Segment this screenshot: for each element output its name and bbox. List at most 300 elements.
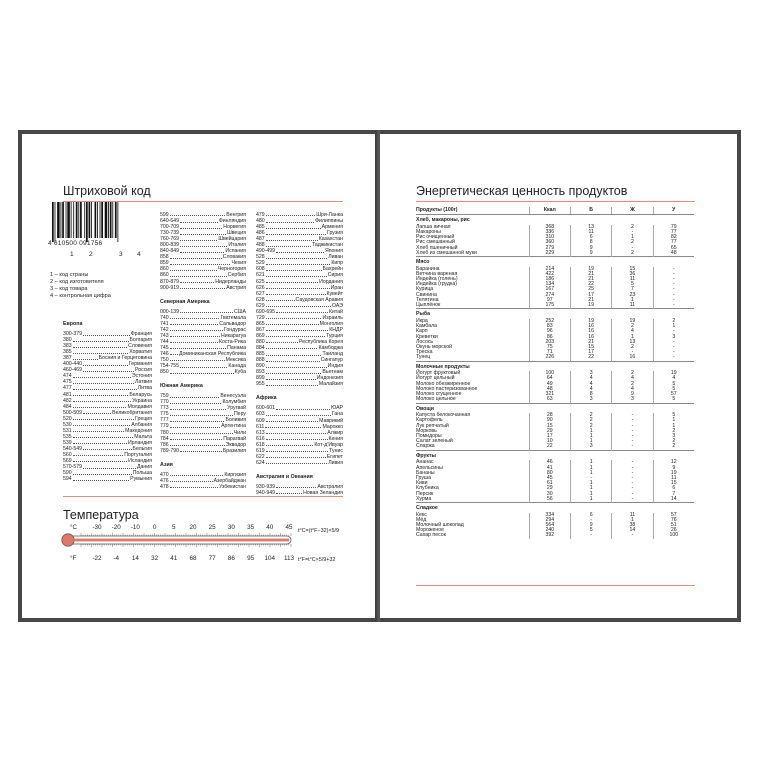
country-name: Парагвай	[223, 435, 246, 442]
kcal-value: 48	[529, 387, 570, 392]
country-code: 619	[256, 447, 265, 454]
kcal-value: 134	[529, 282, 570, 287]
country-code: 750	[160, 357, 169, 364]
protein-value: 1	[571, 434, 612, 439]
dot-leader	[266, 363, 327, 367]
country-code-row	[63, 476, 152, 482]
dot-leader	[170, 339, 218, 343]
country-code: 475	[63, 379, 72, 386]
protein-value: 15	[571, 345, 612, 350]
carbs-value: 1	[653, 424, 694, 429]
country-name: Швейцария	[218, 236, 246, 243]
carbs-value: 19	[653, 471, 694, 476]
dot-leader	[266, 442, 314, 446]
protein-value: 6	[571, 513, 612, 518]
carbs-value: 4	[653, 376, 694, 381]
product-name: Икра	[416, 317, 428, 324]
dot-leader	[266, 339, 298, 343]
dot-leader	[266, 230, 326, 234]
region-heading: Южная Америка	[160, 383, 203, 390]
fat-value: -	[612, 429, 653, 434]
product-name: Лук репчатый	[416, 422, 449, 429]
kcal-value: 564	[529, 523, 570, 528]
carbs-value: 5	[653, 413, 694, 418]
country-code-row	[256, 460, 343, 466]
category-name: Рыба	[416, 309, 694, 319]
country-name: Гана	[331, 411, 343, 418]
country-name: Республика Корея	[298, 338, 343, 345]
carbs-value: 11	[653, 476, 694, 481]
country-code: 730-739	[160, 230, 180, 237]
country-name: Иордания	[319, 278, 343, 285]
carbs-value: 3	[653, 335, 694, 340]
country-code: 609	[256, 417, 265, 424]
dot-leader	[73, 398, 132, 402]
product-name: Молоко пастеризованное	[416, 385, 478, 392]
dot-leader	[266, 333, 325, 337]
country-name: Словения	[128, 343, 152, 350]
kcal-value: 75	[529, 345, 570, 350]
protein-value: 1	[571, 429, 612, 434]
country-code: 700-709	[160, 224, 180, 231]
country-code: 474	[63, 373, 72, 380]
country-name: Эстония	[131, 373, 152, 380]
country-code: 477	[63, 385, 72, 392]
carbs-value: -	[653, 282, 694, 287]
carbs-value: 26	[653, 528, 694, 533]
dot-leader	[73, 470, 132, 474]
country-name: Кения	[328, 435, 343, 442]
carbs-value: -	[653, 272, 694, 277]
dot-leader	[276, 405, 330, 409]
product-name: Клубника	[416, 485, 439, 492]
dot-leader	[180, 448, 222, 452]
country-name: Литва	[137, 385, 152, 392]
fat-value: -	[612, 246, 653, 251]
fat-value: -	[612, 444, 653, 450]
carbs-value: 77	[653, 230, 694, 235]
country-name: Гватемала	[220, 314, 246, 321]
country-name: Индонезия	[316, 375, 343, 382]
fat-value: -	[612, 424, 653, 429]
protein-value: 1	[571, 439, 612, 444]
country-code: 742	[160, 326, 169, 333]
dot-leader	[265, 424, 321, 428]
protein-value: 9	[571, 246, 612, 251]
country-code: 870-879	[160, 278, 180, 285]
protein-value: 19	[571, 319, 612, 324]
kcal-value: 294	[529, 518, 570, 523]
protein-value: 16	[571, 324, 612, 329]
kcal-value: 368	[529, 225, 570, 230]
country-name: Новая Зеландия	[303, 489, 343, 496]
product-name: Баранина	[416, 265, 440, 272]
kcal-value: 279	[529, 246, 570, 251]
dot-leader	[266, 285, 330, 289]
dot-leader	[83, 446, 132, 450]
dot-leader	[266, 266, 322, 270]
country-name: Индия	[327, 363, 343, 370]
celsius-value: 40	[266, 524, 274, 531]
carbs-value: 1	[653, 418, 694, 423]
barcode-image	[50, 202, 146, 242]
kcal-value: 240	[529, 528, 570, 533]
protein-value: -	[571, 476, 612, 481]
dot-leader	[83, 464, 136, 468]
country-name: Коста-Рика	[218, 338, 246, 345]
product-name: Треска	[416, 349, 433, 356]
fat-value: -	[612, 460, 653, 465]
kcal-value: 336	[529, 230, 570, 235]
category-name: Мясо	[416, 256, 694, 266]
fat-value: -	[612, 413, 653, 418]
country-code: 520	[63, 415, 72, 422]
country-code: 770	[160, 399, 169, 406]
fat-value: 3	[612, 397, 653, 403]
country-name: Норвегия	[223, 224, 246, 231]
dot-leader	[73, 392, 129, 396]
fat-value: -	[612, 476, 653, 481]
country-code: 600-601	[256, 405, 276, 412]
country-code: 500-509	[63, 409, 83, 416]
product-name: Хурма	[416, 495, 432, 502]
carbs-value: -	[653, 277, 694, 282]
carbs-value: -	[653, 345, 694, 350]
carbs-value: 12	[653, 460, 694, 465]
country-name: Египет	[326, 453, 343, 460]
dot-leader	[266, 430, 327, 434]
dot-leader	[266, 321, 319, 325]
country-name: Ирландия	[128, 439, 152, 446]
fat-value: 13	[612, 340, 653, 345]
fahrenheit-value: 113	[283, 555, 295, 562]
country-name: Тунис	[329, 447, 343, 454]
country-code: 865	[256, 320, 265, 327]
country-name: Таиланд	[322, 351, 343, 358]
country-code: 745	[160, 344, 169, 351]
country-code: 380	[63, 337, 72, 344]
dot-leader	[170, 351, 178, 355]
product-name: Молоко сгущенное	[416, 391, 462, 398]
country-code: 569	[63, 458, 72, 465]
fat-value: 2	[612, 345, 653, 350]
celsius-value: 30	[227, 524, 235, 531]
fahrenheit-value: 95	[247, 555, 255, 562]
dot-leader	[170, 333, 220, 337]
protein-value: 11	[571, 230, 612, 235]
celsius-value: -10	[130, 524, 140, 531]
country-code: 570-579	[63, 464, 83, 471]
kcal-value: 100	[529, 371, 570, 376]
country-name: Словакия	[222, 254, 246, 261]
country-name: Ливия	[328, 459, 343, 466]
fahrenheit-value: 14	[131, 555, 139, 562]
barcode-legend	[50, 272, 111, 300]
country-code: 611	[256, 423, 265, 430]
dot-leader	[266, 375, 316, 379]
fat-value: 1	[612, 235, 653, 240]
kcal-value: 56	[529, 497, 570, 503]
carbs-value: 14	[653, 497, 694, 503]
country-name: Польша	[132, 470, 152, 477]
fat-value: -	[612, 418, 653, 423]
country-name: Швеция	[226, 230, 246, 237]
kcal-value: 167	[529, 287, 570, 292]
protein-value: -	[571, 518, 612, 523]
energy-title-underline	[416, 201, 695, 202]
product-name: Лосось	[416, 338, 434, 345]
dot-leader	[266, 212, 316, 216]
country-name: Малайзия	[318, 381, 343, 388]
fat-value: 1	[612, 518, 653, 523]
product-name: Спаржа	[416, 443, 435, 450]
product-name: Индейка (грудка)	[416, 281, 458, 288]
country-code: 618	[256, 441, 265, 448]
country-code: 387	[63, 355, 72, 362]
country-name: Аргентина	[221, 423, 246, 430]
country-code: 775	[160, 411, 169, 418]
country-code: 786	[160, 441, 169, 448]
dot-leader	[180, 363, 227, 367]
dot-leader	[266, 224, 321, 228]
fahrenheit-value: 41	[170, 555, 178, 562]
carbs-value: 15	[653, 481, 694, 486]
carbs-value: -	[653, 350, 694, 355]
fat-value: -	[612, 230, 653, 235]
fahrenheit-value: 86	[227, 555, 235, 562]
protein-value: 16	[571, 335, 612, 340]
protein-value: 4	[571, 376, 612, 381]
country-code: 599	[160, 212, 169, 218]
legend-line: 3 – код товара	[50, 286, 88, 292]
country-codes-column-2	[160, 212, 246, 490]
dot-leader	[170, 212, 226, 216]
country-name: Германия	[128, 361, 152, 368]
dot-leader	[170, 393, 220, 397]
country-code: 400-440	[63, 361, 83, 368]
protein-value: 19	[571, 303, 612, 309]
category-row	[416, 450, 694, 460]
fat-value: 2	[612, 382, 653, 387]
country-name: Сингапур	[320, 357, 343, 364]
region-heading: Европа	[63, 321, 83, 327]
dot-leader	[180, 309, 233, 313]
country-name: Россия	[134, 367, 152, 374]
dot-leader	[73, 343, 127, 347]
country-name: Алжир	[327, 429, 343, 436]
product-name: Мёд	[416, 516, 427, 523]
country-name: Исландия	[128, 458, 152, 465]
dot-leader	[73, 373, 131, 377]
dot-leader	[266, 460, 328, 464]
product-name: Йогурт фруктовый	[416, 370, 461, 377]
legend-line: 2 – код изготовителя	[50, 279, 104, 285]
country-name: Чили	[233, 429, 246, 436]
fat-value: 7	[612, 287, 653, 292]
country-name: Перу	[233, 411, 246, 418]
country-code: 885	[256, 351, 265, 358]
region-heading: Азия	[160, 461, 173, 468]
product-name: Индейка (голень)	[416, 276, 458, 283]
product-name: Морковь	[416, 427, 437, 434]
kcal-value: 49	[529, 382, 570, 387]
product-name: Молоко обезжиренное	[416, 380, 471, 387]
celsius-value: 5	[172, 524, 176, 531]
country-name: Беларусь	[129, 391, 152, 398]
dot-leader	[170, 260, 231, 264]
carbs-value: 9	[653, 466, 694, 471]
kcal-value: 360	[529, 240, 570, 245]
country-name: КНДР	[329, 326, 343, 333]
country-code: 869	[256, 332, 265, 339]
dot-leader	[73, 385, 137, 389]
country-code: 888	[256, 357, 265, 364]
fat-value: 36	[612, 272, 653, 277]
country-codes-column-3	[256, 212, 343, 496]
country-code: 479	[256, 212, 265, 218]
product-name: Киви	[416, 480, 428, 487]
category-row	[416, 215, 694, 225]
celsius-label: °C	[70, 524, 78, 531]
country-code: 487	[256, 236, 265, 243]
country-name: Вьетнам	[322, 369, 343, 376]
country-code: 535	[63, 433, 72, 440]
dot-leader	[266, 303, 331, 307]
country-code: 539	[63, 439, 72, 446]
dot-leader	[83, 361, 128, 365]
protein-value: 19	[571, 267, 612, 272]
kcal-value: 226	[529, 355, 570, 361]
celsius-value: 20	[189, 524, 197, 531]
fat-value: -	[612, 481, 653, 486]
carbs-value: 19	[653, 371, 694, 376]
dot-leader	[180, 285, 225, 289]
carbs-value: 65	[653, 246, 694, 251]
protein-value: 3	[571, 397, 612, 403]
dot-leader	[170, 327, 223, 331]
country-name: Финляндия	[218, 218, 246, 225]
country-name: Австрия	[226, 284, 246, 291]
country-code: 529	[256, 260, 265, 267]
fahrenheit-value: 104	[264, 555, 276, 562]
kcal-value: 83	[529, 324, 570, 329]
protein-value: 16	[571, 329, 612, 334]
fat-value: 19	[612, 319, 653, 324]
country-code: 940-949	[256, 489, 276, 496]
dot-leader	[266, 254, 328, 258]
fat-value: 11	[612, 303, 653, 309]
country-name: Дания	[137, 464, 152, 471]
country-name: Грузия	[326, 230, 343, 237]
dot-leader	[83, 331, 130, 335]
country-name: Кувейт	[326, 290, 343, 297]
country-code-row	[160, 369, 246, 375]
country-code: 850	[160, 369, 169, 376]
category-row	[416, 502, 694, 512]
product-name: Цыплёнок	[416, 302, 441, 309]
legend-line: 1 – код страны	[50, 272, 89, 278]
carbs-value: -	[653, 329, 694, 334]
country-code: 300-379	[63, 331, 83, 338]
carbs-value: 2	[653, 429, 694, 434]
country-code: 627	[256, 290, 265, 297]
country-name: Украина	[132, 397, 152, 404]
protein-value: 4	[571, 382, 612, 387]
fahrenheit-value: 32	[151, 555, 159, 562]
celsius-value: 25	[208, 524, 216, 531]
fat-value: 2	[612, 371, 653, 376]
fahrenheit-value: -22	[92, 555, 102, 562]
dot-leader	[73, 452, 124, 456]
country-code: 482	[63, 397, 72, 404]
dot-leader	[266, 436, 328, 440]
country-name: Румыния	[130, 476, 152, 483]
country-name: Албания	[131, 421, 152, 428]
dot-leader	[266, 357, 320, 361]
product-name: Сахар песок	[416, 532, 446, 539]
country-name: Кот-д'Ивуар	[314, 441, 343, 448]
kcal-value: 274	[529, 293, 570, 298]
protein-value: 2	[571, 418, 612, 423]
energy-table	[416, 207, 694, 539]
dot-leader	[170, 405, 226, 409]
country-name: Венесуэла	[220, 393, 246, 400]
country-name: Хорватия	[129, 349, 152, 356]
protein-value: 1	[571, 481, 612, 486]
fat-value: 11	[612, 277, 653, 282]
country-name: Сирия	[327, 272, 343, 279]
product-name: Ананас	[416, 459, 434, 466]
kcal-value: 30	[529, 492, 570, 497]
energy-title: Энергетическая ценность продуктов	[416, 184, 628, 198]
header-protein: Б	[571, 207, 612, 215]
kcal-value: 321	[529, 392, 570, 397]
product-name: Молочный шоколад	[416, 522, 464, 529]
kcal-value: 10	[529, 439, 570, 444]
country-code: 746	[160, 350, 169, 357]
protein-value: 25	[571, 287, 612, 292]
country-code: 930-939	[256, 483, 276, 490]
product-name: Камбала	[416, 323, 438, 330]
product-name: Салат зеленый	[416, 438, 453, 445]
fat-value: -	[612, 434, 653, 439]
carbs-value: 48	[653, 251, 694, 257]
product-name: Хлеб пшеничный	[416, 244, 458, 251]
protein-value: 13	[571, 225, 612, 230]
carbs-value: 2	[653, 439, 694, 444]
country-code: 744	[160, 338, 169, 345]
kcal-value: 175	[529, 303, 570, 309]
dot-leader	[266, 411, 331, 415]
protein-value: 22	[571, 355, 612, 361]
country-code: 773	[160, 405, 169, 412]
dot-leader	[73, 428, 124, 432]
protein-value: 4	[571, 387, 612, 392]
country-name: Армения	[321, 224, 343, 231]
kcal-value: 86	[529, 335, 570, 340]
category-name: Молочные продукты	[416, 361, 694, 371]
kcal-value: 214	[529, 267, 570, 272]
carbs-value: 76	[653, 518, 694, 523]
carbs-value: 77	[653, 240, 694, 245]
dot-leader	[266, 297, 295, 301]
country-name: Португалия	[124, 451, 152, 458]
protein-value: 2	[571, 424, 612, 429]
product-name: Окунь морской	[416, 343, 453, 350]
dot-leader	[266, 315, 322, 319]
country-code: 779	[160, 423, 169, 430]
fat-value: 9	[612, 392, 653, 397]
